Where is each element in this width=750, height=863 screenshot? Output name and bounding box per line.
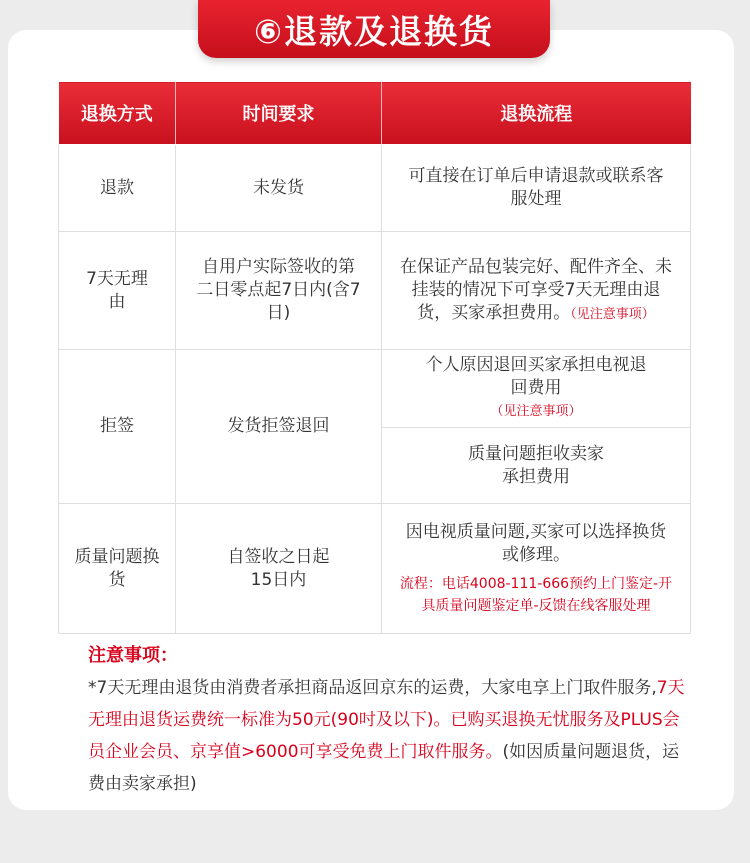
table-row-quality [59,504,691,634]
reject-note: （见注意事项） [490,404,582,419]
quality-flow: 流程：电话4008-111-666预约上门鉴定-开具质量问题鉴定单-反馈在线客服处理 [399,575,673,614]
table-row-refund [59,145,691,232]
section-title: ⑥退款及退换货 [198,0,550,58]
notes-body [88,672,688,800]
refund-method: 退款 [59,145,176,232]
seven-day-process-cell [382,232,691,350]
reject-process-quality: 质量问题拒收卖家承担费用 [382,428,691,504]
header-method: 退换方式 [59,82,176,145]
quality-method: 质量问题换货 [59,504,176,634]
refund-process: 可直接在订单后申请退款或联系客服处理 [382,145,691,232]
quality-process-cell [382,504,691,634]
notes-title: 注意事项： [88,645,178,666]
seven-day-method: 7天无理由 [59,232,176,350]
table-header-row [59,82,691,145]
seven-day-process: 在保证产品包装完好、配件齐全、未挂装的情况下可享受7天无理由退货，买家承担费用。 [400,256,672,323]
header-time: 时间要求 [176,82,382,145]
table-row-reject-1 [59,350,691,428]
quality-process: 因电视质量问题,买家可以选择换货或修理。 [405,521,667,565]
notes-section [88,640,688,800]
notes-text-2: 7天无理由退货运费统一标准为50元(90吋及以下)。已购买退换无忧服务及PLUS会员企业会员、京享值>6000可享受免费上门取件服务。 [88,678,685,762]
reject-process-personal-cell [382,350,691,428]
header-process: 退换流程 [382,82,691,145]
quality-time: 自签收之日起15日内 [176,504,382,634]
seven-day-note: （见注意事项） [570,306,655,322]
reject-time: 发货拒签退回 [176,350,382,504]
notes-text-3: (如因质量问题退货，运费由卖家承担) [88,742,680,794]
return-policy-table [58,81,691,634]
notes-text-1: *7天无理由退货由消费者承担商品返回京东的运费，大家电享上门取件服务, [88,678,657,698]
table-row-seven-day [59,232,691,350]
refund-time: 未发货 [176,145,382,232]
seven-day-time: 自用户实际签收的第二日零点起7日内(含7日) [176,232,382,350]
reject-process-personal: 个人原因退回买家承担电视退回费用 [425,355,647,398]
reject-method: 拒签 [59,350,176,504]
